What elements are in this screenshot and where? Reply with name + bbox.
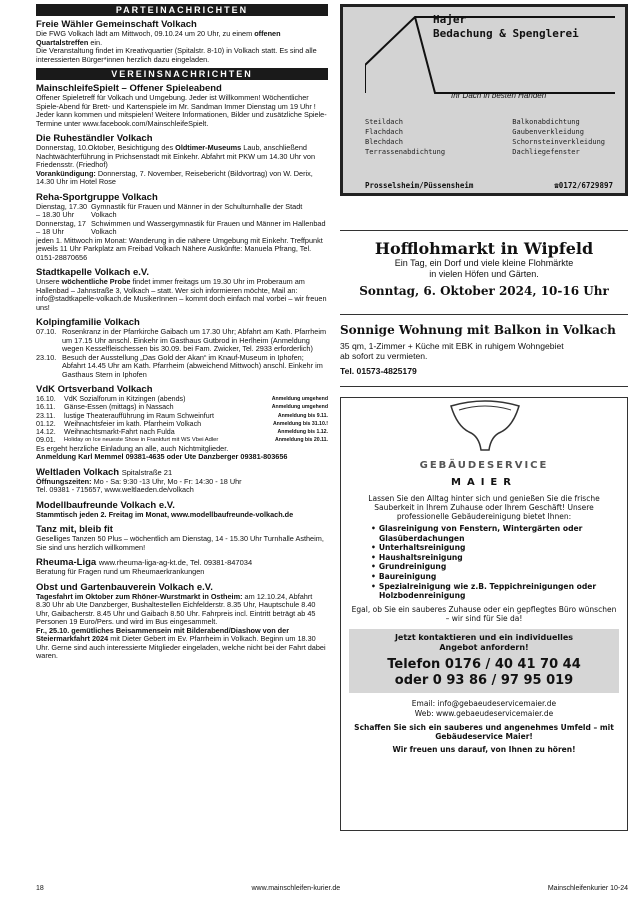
rheuma-text: Beratung für Fragen rund um Rheumaerkrankungen [36, 567, 205, 577]
modellbau-title: Modellbaufreunde Volkach e.V. [36, 499, 175, 511]
vdk-row: 16.11. Gänse-Essen (mittags) in Nassach Anmeldung umgehend [36, 403, 328, 412]
section-bar-verein: VEREINSNACHRICHTEN [36, 68, 328, 80]
hajer-footer: Prosselsheim/Püssensheim ☎0172/6729897 [365, 181, 613, 190]
fwg-title: Freie Wähler Gemeinschaft Volkach [36, 19, 197, 30]
reha-text: jeden 1. Mittwoch im Monat: Wanderung in die nähere Umgebung mit Einkehr. Treffpunkt jeweils 11 Uhr Parkplatz am Freibad Volkach Nähere Auskünfte: Manuela Pfrang, Tel. 0151-28870656 [36, 235, 323, 262]
kolping-row: 07.10. Rosenkranz in der Pfarrkirche Gaibach um 17.30 Uhr; Abfahrt am Kath. Pfarrheim um 17.15 Uhr anschl. Einkehr im Gasthaus Gutbrod in Herlheim (Anmeldung wegen Kesselfleischessen bis 30.09. bei Fam. Zwicker, Tel. 2933 erforderlich) [36, 327, 327, 353]
flohmarkt-title: Hofflohmarkt in Wipfeld [374, 239, 594, 258]
right-column [340, 4, 628, 831]
obst-text-1: Tagesfahrt im Oktober zum Rhöner-Wurstmarkt in Ostheim: am 12.10.24, Abfahrt 8.30 Uhr ab Ute Danzberger, Bushaltestellen Eichfelderstr. 8.35 Uhr, Hauptschule 8.40 Uhr, Gaibacherstr. 8.45 Uhr und Gaibach 8.50 Uhr. Fahrpreis incl. Eintritt beträgt ab 45 Personen 19 Euro/Pers. und wird im Bus eingesammelt. [36, 591, 316, 627]
maier-phone-2: oder 0 93 86 / 97 95 019 [394, 672, 574, 688]
footer-url: www.mainschleifen-kurier.de [251, 885, 341, 892]
weltladen-contact: Tel. 09381 - 715657, www.weltlaeden.de/volkach [36, 485, 194, 495]
flohmarkt-sub-2: in vielen Höfen und Gärten. [429, 269, 539, 279]
vdk-row: 16.10. VdK Sozialforum in Kitzingen (abends) Anmeldung umgehend [36, 395, 328, 403]
vdk-title: VdK Ortsverband Volkach [36, 384, 153, 395]
list-item: • Glasreinigung von Fenstern, Wintergärten oder Glasüberdachungen [379, 524, 627, 543]
list-item: • Unterhaltsreinigung [379, 543, 627, 553]
obst-title: Obst und Gartenbauverein Volkach e.V. [36, 581, 213, 593]
mainschleife-text: Offener Spieletreff für Volkach und Umgebung. Jeder ist Willkommen! Wöchentlicher Spiele-Abend für Brett- und Kartenspiele im Mr. Sandman Immer Dienstag um 19 Uhr ! Jeder kann kommen und mitspielen! Weitere Informationen, Bilder und zusätzliche Spiele-Termine unter www.facebook.com/MainschleifeSpielt. [36, 93, 327, 128]
weltladen-hours: Öffnungszeiten: Mo - Sa: 9:30 -13 Uhr, Mo - Fr: 14:30 - 18 Uhr [36, 476, 242, 486]
tanz-title: Tanz mit, bleib fit [36, 524, 113, 536]
weltladen-title: Weltladen Volkach Spitalstraße 21 [36, 466, 173, 478]
mainschleife-title: MainschleifeSpielt – Offener Spieleabend [36, 83, 222, 94]
divider [340, 386, 628, 387]
list-item: • Grundreinigung [379, 562, 627, 572]
left-column [36, 4, 328, 661]
fwg-text-2: Die Veranstaltung findet im Kreativquartier (Spitalstr. 8-10) in Volkach statt. Es sind alle interessierten Bürger*innen herzlich dazu eingeladen. [36, 46, 317, 64]
maier-name: MAIER [451, 477, 517, 488]
maier-web: Web: www.gebaeudeservicemaier.de [414, 708, 554, 718]
vdk-text-1: Es ergeht herzliche Einladung an alle, auch Nichtmitglieder. [36, 443, 229, 453]
wohnung-text-2: ab sofort zu vermieten. [340, 351, 428, 361]
maier-email: Email: info@gebaeudeservicemaier.de [411, 698, 557, 708]
tanz-text: Geselliges Tanzen 50 Plus – wöchentlich am Dienstag, 14 - 15.30 Uhr Turnhalle Astheim, Sie sind uns herzlich willkommen! [36, 534, 324, 552]
obst-text-2: Fr., 25.10. gemütliches Beisammensein mit Bilderabend/Diashow von der Steiermarkfahrt 2024 mit Dieter Gebert im Ev. Pfarrheim in Volkach. Beginn um 18.30 Uhr. Gerne sind auch interessierte Mitglieder eingeladen, welche nicht bei der Fahrt dabei waren. [36, 625, 326, 661]
flohmarkt-date: Sonntag, 6. Oktober 2024, 10-16 Uhr [359, 284, 609, 298]
maier-services [379, 524, 627, 601]
ruhe-text-1: Donnerstag, 10.Oktober, Besichtigung des Oldtimer-Museums Laub, anschließend Nachtwächterführung in Prichsenstadt mit Einkehr. Abfahrt mit PKW um 14.30 Uhr von Friedensstr. (Friedhof) [36, 143, 316, 169]
kolping-title: Kolpingfamilie Volkach [36, 317, 140, 328]
reha-row: Donnerstag, 17 – 18 Uhr Schwimmen und Wassergymnastik für Frauen und Männer im Hallenbad Volkach [36, 218, 326, 236]
maier-contact-box: Jetzt kontaktieren und ein individuelles Angebot anfordern! Telefon 0176 / 40 41 70 44 oder 0 93 86 / 97 95 019 [349, 629, 619, 693]
maier-title: GEBÄUDESERVICE [419, 460, 549, 471]
list-item: • Spezialreinigung wie z.B. Teppichreinigungen oder Holzbodenreinigung [379, 582, 627, 601]
reha-title: Reha-Sportgruppe Volkach [36, 191, 158, 203]
maier-close-2: Wir freuen uns darauf, von Ihnen zu hören! [392, 744, 576, 754]
kolping-row: 23.10. Besuch der Ausstellung „Das Gold der Akan“ im Knauf-Museum in Iphofen; Abfahrt 14.45 Uhr am Kath. Pfarrheim (abweichend Mittwoch) anschl. Einkehr im Gasthaus Stern in Iphofen [36, 352, 323, 379]
hajer-ad [340, 4, 628, 196]
maier-close-1: Schaffen Sie sich ein sauberes und angenehmes Umfeld – mit Gebäudeservice Maier! [354, 722, 614, 741]
divider [340, 314, 628, 315]
maier-phone-1: Telefon 0176 / 40 41 70 44 [387, 656, 581, 672]
divider [340, 230, 628, 231]
ruhe-text-2: Vorankündigung: Donnerstag, 7. November, Reisebericht (Bildvortrag) von W. Derix, 14.30 Uhr im Hotel Rose [36, 168, 313, 186]
maier-intro: Lassen Sie den Alltag hinter sich und genießen Sie die frische Sauberkeit in Ihrem Zuhause oder Ihrem Geschäft! Unsere professionelle Gebäudereinigung bietet Ihnen: [368, 494, 600, 521]
reha-row: Dienstag, 17.30 – 18.30 Uhr Gymnastik für Frauen und Männer in der Schulturnhalle der Stadt Volkach [36, 201, 303, 219]
vdk-row: 23.11. lustige Theateraufführung im Raum Schweinfurt Anmeldung bis 9.11. [36, 411, 328, 420]
page-number: 18 [36, 885, 44, 892]
vdk-row: 09.01. Holiday on Ice neueste Show in Frankfurt mit WS Vbei Adler Anmeldung bis 20.11. [36, 436, 328, 445]
hajer-slogan: Ihr Dach in besten Händen [451, 91, 547, 100]
footer-issue: Mainschleifenkurier 10-24 [547, 885, 628, 892]
ruhe-title: Die Ruheständler Volkach [36, 133, 153, 144]
wohnung-text-1: 35 qm, 1-Zimmer + Küche mit EBK in ruhigem Wohngebiet [340, 341, 564, 351]
page-footer [36, 885, 628, 892]
fwg-text-1: Die FWG Volkach lädt am Mittwoch, 09.10.24 um 20 Uhr, zu einem offenen Quartalstreffen ein. [36, 29, 281, 47]
elephant-logo-icon [341, 398, 629, 452]
vdk-text-2: Anmeldung Karl Memmel 09381-4635 oder Ute Danzberger 09381-803656 [36, 452, 288, 462]
vdk-row: 14.12. Weihnachtsmarkt-Fahrt nach Fulda Anmeldung bis 1.12. [36, 428, 328, 437]
modellbau-text: Stammtisch jeden 2. Freitag im Monat, www.modellbaufreunde-volkach.de [36, 509, 294, 519]
wohnung-phone: Tel. 01573-4825179 [340, 366, 417, 376]
hajer-name: Hajer Bedachung & Spenglerei [433, 13, 579, 40]
rheuma-title: Rheuma-Liga www.rheuma-liga-ag-kt.de, Tel. 09381-847034 [36, 557, 253, 569]
section-bar-partei: PARTEINACHRICHTEN [36, 4, 328, 16]
stadtkapelle-text: Unsere wöchentliche Probe findet immer freitags um 19.30 Uhr im Proberaum am Hallenbad – Jahnstraße 3, Volkach – statt. Wer sich informieren möchte, Mail an: info@stadtkapelle-volkach.de MusikerInnen – kommt doch einfach mal vorbei – wir freuen uns! [36, 277, 327, 312]
hajer-services: Steildach Flachdach Blechdach Terrassenabdichtung Balkonabdichtung Gaubenverkleidung Schornsteinverkleidung Dachliegefenster [365, 118, 605, 156]
flohmarkt-sub-1: Ein Tag, ein Dorf und viele kleine Flohmärkte [394, 258, 574, 268]
wohnung-title: Sonnige Wohnung mit Balkon in Volkach [340, 323, 616, 337]
vdk-row: 01.12. Weihnachtsfeier im kath. Pfarrheim Volkach Anmeldung bis 31.10.! [36, 419, 328, 428]
list-item: • Haushaltsreinigung [379, 553, 627, 563]
maier-ad [340, 397, 628, 831]
maier-outro: Egal, ob Sie ein sauberes Zuhause oder ein gepflegtes Büro wünschen – wir sind für Sie da! [351, 604, 617, 623]
list-item: • Baureinigung [379, 572, 627, 582]
stadtkapelle-title: Stadtkapelle Volkach e.V. [36, 267, 149, 278]
